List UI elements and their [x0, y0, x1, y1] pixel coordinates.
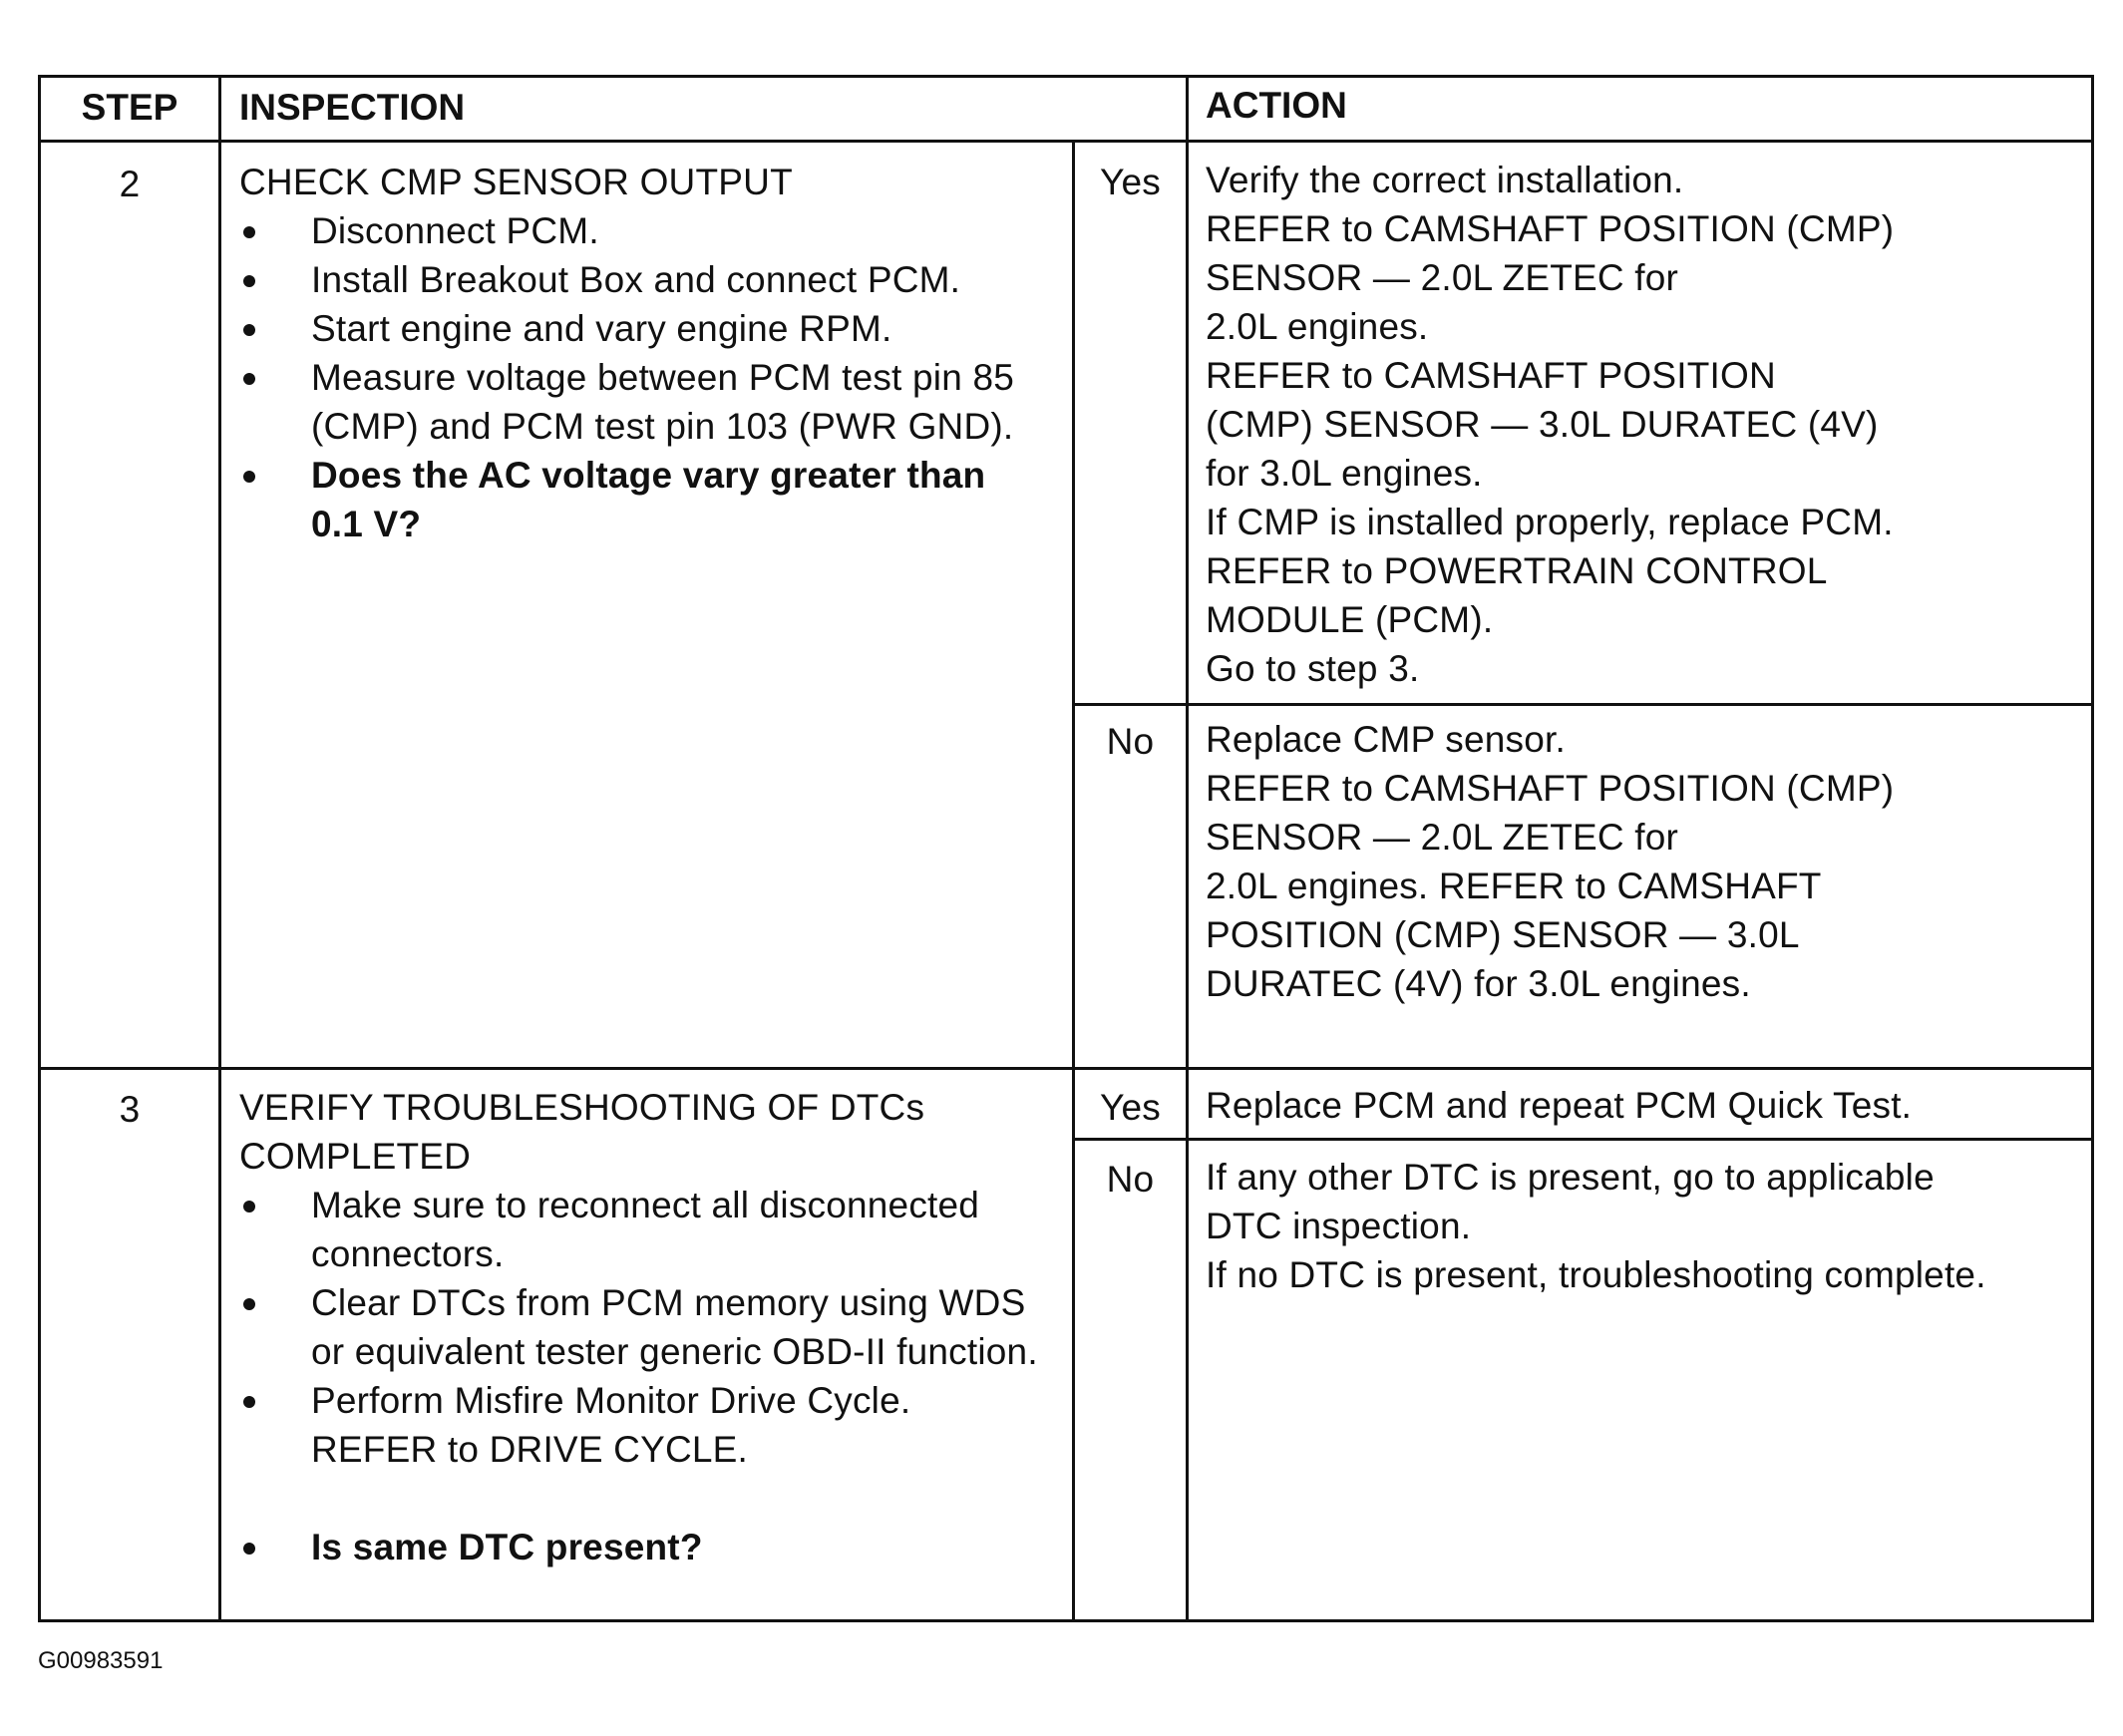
divider-inspection: [1072, 142, 1075, 1619]
inspection-steps: [239, 206, 1067, 548]
figure-id: G00983591: [38, 1647, 164, 1674]
list-item: Make sure to reconnect all disconnected connectors.: [239, 1181, 1057, 1278]
divider-step: [218, 78, 221, 1619]
step3-yes-no-divider: [1072, 1138, 2091, 1141]
list-item: [239, 451, 1067, 548]
step-number: 2: [119, 164, 141, 204]
list-item: Start engine and vary engine RPM.: [239, 304, 1067, 353]
bullet-icon: [243, 275, 255, 287]
list-item: Clear DTCs from PCM memory using WDS or equivalent tester generic OBD-II function.: [239, 1278, 1057, 1376]
inspection-title: VERIFY TROUBLESHOOTING OF DTCs COMPLETED: [239, 1087, 925, 1177]
bullet-icon: [243, 373, 255, 385]
list-item: Disconnect PCM.: [239, 206, 1067, 255]
step-number: 3: [119, 1089, 141, 1130]
divider-action: [1186, 78, 1189, 1619]
inspection-cell: [239, 158, 1067, 548]
no-label: No: [1106, 1159, 1155, 1200]
no-label: No: [1106, 721, 1155, 762]
bullet-icon: [243, 1298, 255, 1310]
bullet-icon: [243, 471, 255, 483]
yes-action: Verify the correct installation. REFER to CAMSHAFT POSITION (CMP) SENSOR — 2.0L ZETEC for 2.0L engines. REFER to CAMSHAFT POSITION (CMP) SENSOR — 3.0L DURATEC (4V) for 3.0L engines. If CMP is installed properly, replace PCM. REFER to POWERTRAIN CONTROL MODULE (PCM). Go to step 3.: [1206, 160, 1895, 689]
list-item: Install Breakout Box and connect PCM.: [239, 255, 1067, 304]
inspection-steps: [239, 1181, 1057, 1571]
no-action: If any other DTC is present, go to applicable DTC inspection. If no DTC is present, troubleshooting complete.: [1206, 1157, 1986, 1295]
header-step: STEP: [81, 87, 178, 128]
no-action: Replace CMP sensor. REFER to CAMSHAFT POSITION (CMP) SENSOR — 2.0L ZETEC for 2.0L engines. REFER to CAMSHAFT POSITION (CMP) SENSOR — 3.0L DURATEC (4V) for 3.0L engines.: [1206, 719, 1895, 1004]
list-item: [239, 1523, 1057, 1571]
header-inspection: INSPECTION: [239, 87, 466, 128]
inspection-question: Is same DTC present?: [311, 1527, 703, 1567]
list-item: Measure voltage between PCM test pin 85 (CMP) and PCM test pin 103 (PWR GND).: [239, 353, 1067, 451]
bullet-icon: [243, 1543, 255, 1555]
bullet-icon: [243, 324, 255, 336]
bullet-icon: [243, 1396, 255, 1408]
yes-action: Replace PCM and repeat PCM Quick Test.: [1206, 1085, 1913, 1126]
inspection-title: CHECK CMP SENSOR OUTPUT: [239, 162, 793, 202]
yes-label: Yes: [1100, 1087, 1161, 1128]
row-divider: [41, 1067, 2091, 1070]
header-action: ACTION: [1206, 85, 1347, 126]
inspection-question: Does the AC voltage vary greater than 0.1 V?: [311, 455, 986, 544]
bullet-icon: [243, 226, 255, 238]
bullet-icon: [243, 1201, 255, 1213]
header-divider: [41, 140, 2091, 143]
inspection-table: [38, 75, 2094, 1622]
list-item: Perform Misfire Monitor Drive Cycle. REFER to DRIVE CYCLE.: [239, 1376, 1057, 1474]
yes-label: Yes: [1100, 162, 1161, 202]
step2-yes-no-divider: [1072, 703, 2091, 706]
inspection-cell: [239, 1083, 1057, 1571]
